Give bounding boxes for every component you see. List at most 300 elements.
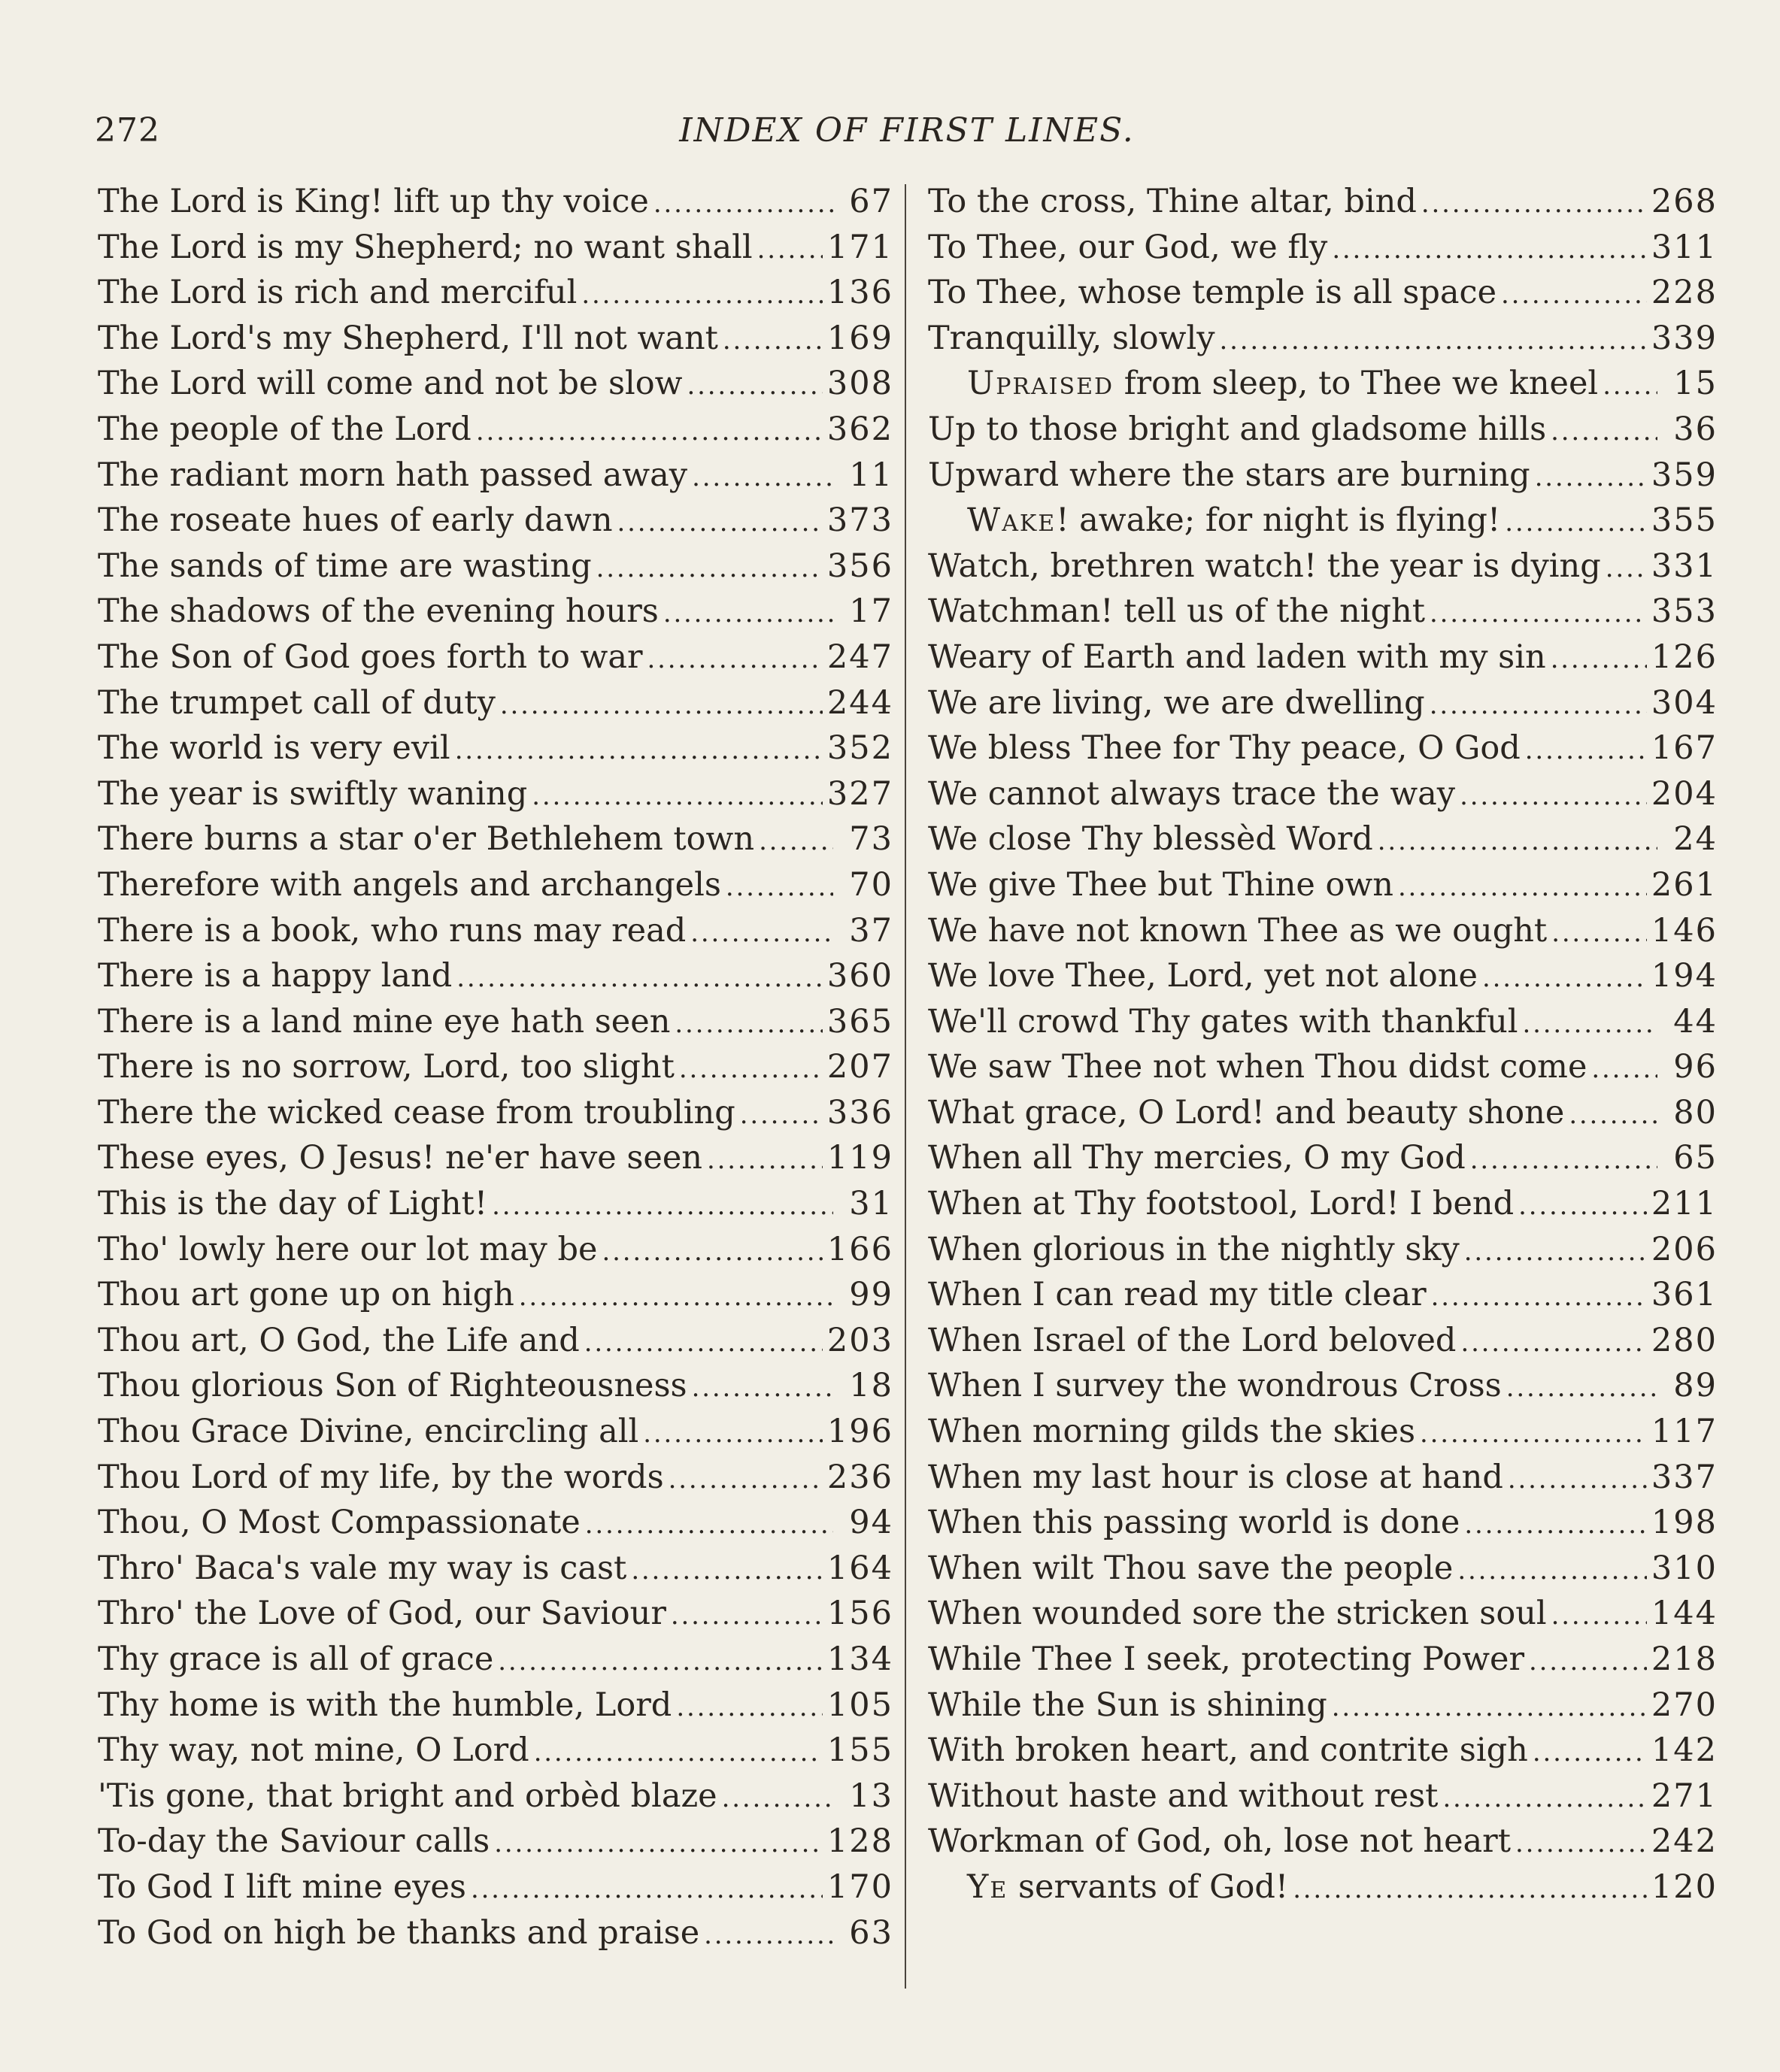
dot-leader [1506, 1365, 1657, 1411]
index-entry [928, 453, 1718, 498]
dot-leader [757, 227, 823, 273]
dot-leader [669, 1457, 823, 1503]
entry-page-number: 365 [826, 1002, 893, 1041]
index-entry [928, 999, 1718, 1045]
entry-first-line: When this passing world is done [928, 1504, 1460, 1542]
entry-page-number: 167 [1651, 729, 1718, 768]
index-entry [928, 1409, 1718, 1455]
page-header [95, 111, 1719, 156]
entry-first-line: We'll crowd Thy gates with thankful [928, 1002, 1518, 1041]
entry-first-line: Thou art, O God, the Life and [98, 1321, 580, 1359]
entry-page-number: 268 [1651, 183, 1718, 220]
entry-first-line: We give Thee but Thine own [928, 865, 1393, 904]
dot-leader [1421, 181, 1647, 227]
dot-leader [1501, 272, 1647, 318]
dot-leader [471, 1867, 823, 1913]
entry-first-line: We cannot always trace the way [928, 774, 1456, 813]
entry-page-number: 236 [826, 1458, 893, 1496]
dot-leader [455, 728, 823, 774]
index-entry [928, 270, 1718, 316]
dot-leader [534, 1730, 823, 1776]
dot-leader [1430, 683, 1647, 729]
entry-first-line: While the Sun is shining [928, 1686, 1327, 1724]
entry-first-line: To Thee, our God, we fly [928, 228, 1328, 266]
index-entry [98, 1227, 893, 1273]
dot-leader [1431, 1274, 1647, 1320]
entry-page-number: 308 [826, 365, 893, 403]
index-entry [98, 1819, 893, 1864]
index-entry [928, 1500, 1718, 1546]
entry-page-number: 144 [1651, 1595, 1718, 1633]
dot-leader [647, 637, 823, 683]
entry-page-number: 206 [1651, 1230, 1718, 1268]
dot-leader [631, 1548, 823, 1594]
dot-leader [1293, 1867, 1647, 1913]
dot-leader [1398, 865, 1647, 910]
index-entry [928, 589, 1718, 635]
entry-page-number: 96 [1673, 1048, 1718, 1086]
dot-leader [1442, 1776, 1646, 1822]
dot-leader [643, 1411, 823, 1457]
dot-leader [581, 272, 823, 318]
dot-leader [740, 1092, 823, 1138]
entry-first-line: Thy grace is all of grace [98, 1640, 494, 1678]
dot-leader [1525, 728, 1647, 774]
entry-first-line: Workman of God, oh, lose not heart [928, 1822, 1512, 1861]
entry-page-number: 218 [1651, 1640, 1718, 1678]
entry-page-number: 261 [1651, 865, 1718, 904]
entry-first-line: When morning gilds the skies [928, 1413, 1416, 1451]
entry-first-line: There is a book, who runs may read [98, 911, 687, 950]
index-entry [98, 1272, 893, 1318]
entry-page-number: 17 [849, 592, 893, 631]
entry-page-number: 271 [1651, 1777, 1718, 1815]
dot-leader [1551, 637, 1647, 683]
entry-first-line: With broken heart, and contrite sigh [928, 1731, 1528, 1770]
dot-leader [1591, 1047, 1657, 1092]
dot-leader [653, 181, 833, 227]
entry-page-number: 198 [1651, 1504, 1718, 1542]
dot-leader [456, 956, 823, 1001]
entry-first-line: There the wicked cease from troubling [98, 1093, 735, 1131]
entry-page-number: 89 [1673, 1367, 1718, 1405]
entry-page-number: 336 [826, 1093, 893, 1131]
dot-leader [1603, 363, 1657, 409]
dot-leader [1457, 1548, 1647, 1594]
index-entry [98, 1363, 893, 1409]
entry-first-line: The sands of time are wasting [98, 547, 592, 585]
dot-leader [726, 865, 833, 910]
dot-leader [1518, 1183, 1647, 1229]
entry-first-line: Thou art gone up on high [98, 1276, 514, 1314]
entry-page-number: 70 [849, 865, 893, 904]
dot-leader [1420, 1411, 1647, 1457]
entry-page-number: 244 [826, 683, 893, 722]
entry-page-number: 170 [826, 1868, 893, 1906]
entry-first-line: Without haste and without rest [928, 1777, 1439, 1815]
index-entry [98, 816, 893, 862]
dot-leader [1508, 1457, 1647, 1503]
index-entry [98, 270, 893, 316]
dot-leader [1460, 774, 1647, 819]
entry-page-number: 169 [826, 319, 893, 357]
index-entry [98, 1455, 893, 1501]
entry-first-line: To-day the Saviour calls [98, 1822, 490, 1861]
entry-first-line: Therefore with angels and archangels [98, 865, 721, 904]
entry-page-number: 44 [1673, 1002, 1718, 1041]
dot-leader [692, 455, 833, 501]
entry-page-number: 356 [826, 547, 893, 585]
entry-page-number: 353 [1651, 592, 1718, 631]
index-entry [928, 1135, 1718, 1181]
entry-first-line: The roseate hues of early dawn [98, 501, 613, 540]
entry-first-line: Upward where the stars are burning [928, 456, 1530, 494]
entry-page-number: 203 [826, 1321, 893, 1359]
entry-page-number: 352 [826, 729, 893, 768]
index-entry [928, 1683, 1718, 1728]
dot-leader [1378, 819, 1657, 865]
entry-first-line [928, 498, 1500, 544]
left-column [98, 179, 893, 1955]
index-entry [928, 1363, 1718, 1409]
entry-page-number: 337 [1651, 1458, 1718, 1496]
index-entry [98, 316, 893, 362]
dot-leader [532, 774, 823, 819]
entry-first-line: When glorious in the nightly sky [928, 1230, 1460, 1268]
entry-page-number: 360 [826, 957, 893, 995]
dot-leader [584, 1320, 823, 1366]
dot-leader [1515, 1821, 1647, 1867]
entry-page-number: 359 [1651, 456, 1718, 494]
entry-first-line: Tho' lowly here our lot may be [98, 1230, 598, 1268]
entry-lead-word: Upraised [967, 365, 1114, 403]
entry-first-line: The year is swiftly waning [98, 774, 528, 813]
entry-lead-word: Wake [967, 501, 1057, 540]
entry-page-number: 310 [1651, 1549, 1718, 1587]
index-entry [98, 1181, 893, 1227]
index-entry [928, 1728, 1718, 1774]
entry-first-line: Thro' the Love of God, our Saviour [98, 1595, 666, 1633]
entry-first-line: Weary of Earth and laden with my sin [928, 638, 1546, 676]
dot-leader [585, 1502, 833, 1548]
entry-page-number: 327 [826, 774, 893, 813]
entry-first-line [928, 1864, 1288, 1910]
entry-first-line: This is the day of Light! [98, 1185, 488, 1223]
index-entry [928, 1591, 1718, 1637]
dot-leader [704, 1913, 833, 1958]
entry-first-line: Thy home is with the humble, Lord [98, 1686, 672, 1724]
entry-page-number: 311 [1651, 228, 1718, 266]
entry-rest: ! awake; for night is flying! [1056, 501, 1501, 540]
index-entry [98, 862, 893, 908]
index-entry [928, 862, 1718, 908]
dot-leader [1551, 910, 1647, 956]
entry-page-number: 105 [826, 1686, 893, 1724]
entry-page-number: 373 [826, 501, 893, 540]
dot-leader [1332, 1685, 1647, 1731]
entry-first-line: When Israel of the Lord beloved [928, 1321, 1457, 1359]
entry-page-number: 18 [849, 1367, 893, 1405]
entry-first-line: The Lord's my Shepherd, I'll not want [98, 319, 718, 357]
index-entry [928, 726, 1718, 771]
entry-first-line: When my last hour is close at hand [928, 1458, 1503, 1496]
dot-leader [602, 1229, 822, 1275]
entry-page-number: 13 [849, 1777, 893, 1815]
entry-first-line: When wilt Thou save the people [928, 1549, 1454, 1587]
entry-first-line: Watch, brethren watch! the year is dying [928, 547, 1601, 585]
index-entry [98, 1044, 893, 1090]
entry-page-number: 15 [1673, 365, 1718, 403]
index-entry [928, 179, 1718, 225]
dot-leader [692, 1365, 833, 1411]
dot-leader [671, 1593, 823, 1639]
entry-first-line: The Lord is King! lift up thy voice [98, 183, 649, 220]
entry-lead-word: Ye [967, 1868, 1008, 1906]
entry-page-number: 80 [1673, 1093, 1718, 1131]
entry-first-line: There is no sorrow, Lord, too slight [98, 1048, 675, 1086]
index-entry [928, 908, 1718, 954]
entry-first-line: There burns a star o'er Bethlehem town [98, 820, 755, 859]
entry-page-number: 270 [1651, 1686, 1718, 1724]
dot-leader [617, 500, 823, 546]
entry-page-number: 120 [1651, 1868, 1718, 1906]
entry-page-number: 355 [1651, 501, 1718, 540]
index-entry [928, 771, 1718, 817]
index-entry [98, 225, 893, 271]
entry-page-number: 196 [826, 1413, 893, 1451]
dot-leader [476, 409, 823, 455]
entry-page-number: 280 [1651, 1321, 1718, 1359]
entry-first-line: While Thee I seek, protecting Power [928, 1640, 1525, 1678]
entry-first-line: The Son of God goes forth to war [98, 638, 643, 676]
entry-page-number: 73 [849, 820, 893, 859]
index-entry [928, 1227, 1718, 1273]
dot-leader [1332, 227, 1647, 273]
dot-leader [723, 318, 823, 364]
entry-page-number: 136 [826, 274, 893, 312]
entry-first-line: When I survey the wondrous Cross [928, 1367, 1502, 1405]
entry-page-number: 134 [826, 1640, 893, 1678]
entry-page-number: 331 [1651, 547, 1718, 585]
entry-page-number: 126 [1651, 638, 1718, 676]
index-entry [928, 1318, 1718, 1364]
entry-first-line: Thou glorious Son of Righteousness [98, 1367, 687, 1405]
entry-page-number: 228 [1651, 274, 1718, 312]
index-entry [98, 1728, 893, 1774]
entry-first-line: Thy way, not mine, O Lord [98, 1731, 529, 1770]
index-entry [928, 680, 1718, 726]
entry-first-line: When at Thy footstool, Lord! I bend [928, 1185, 1515, 1223]
entry-first-line: To the cross, Thine altar, bind [928, 183, 1417, 220]
entry-page-number: 304 [1651, 683, 1718, 722]
entry-first-line: Thro' Baca's vale my way is cast [98, 1549, 627, 1587]
entry-first-line: The world is very evil [98, 729, 450, 768]
index-entry [98, 726, 893, 771]
index-entry [98, 1546, 893, 1592]
dot-leader [1464, 1502, 1647, 1548]
entry-first-line [928, 361, 1598, 407]
dot-leader [676, 1685, 823, 1731]
dot-leader [1482, 956, 1647, 1001]
index-entry [98, 1910, 893, 1956]
index-entry [928, 1272, 1718, 1318]
index-entry [98, 544, 893, 589]
dot-leader [492, 1183, 833, 1229]
index-entry [928, 544, 1718, 589]
entry-first-line: The Lord is my Shepherd; no want shall [98, 228, 753, 266]
index-entry [98, 953, 893, 999]
entry-first-line: To God on high be thanks and praise [98, 1913, 700, 1952]
entry-first-line: Watchman! tell us of the night [928, 592, 1426, 631]
entry-page-number: 339 [1651, 319, 1718, 357]
entry-first-line: We saw Thee not when Thou didst come [928, 1048, 1587, 1086]
entry-first-line: The trumpet call of duty [98, 683, 496, 722]
entry-first-line: When wounded sore the stricken soul [928, 1595, 1547, 1633]
entry-page-number: 36 [1673, 410, 1718, 448]
dot-leader [596, 546, 823, 592]
dot-leader [707, 1137, 823, 1183]
page-number: 272 [95, 111, 160, 150]
index-entry [98, 179, 893, 225]
dot-leader [1460, 1320, 1646, 1366]
entry-first-line: We bless Thee for Thy peace, O God [928, 729, 1521, 768]
index-entry [928, 1864, 1718, 1910]
dot-leader [1470, 1137, 1657, 1183]
index-entry [928, 316, 1718, 362]
entry-first-line: Up to those bright and gladsome hills [928, 410, 1547, 448]
entry-first-line: We have not known Thee as we ought [928, 911, 1548, 950]
entry-page-number: 128 [826, 1822, 893, 1861]
entry-page-number: 142 [1651, 1731, 1718, 1770]
dot-leader [519, 1274, 833, 1320]
dot-leader [722, 1776, 833, 1822]
dot-leader [1569, 1092, 1657, 1138]
entry-first-line: The shadows of the evening hours [98, 592, 659, 631]
dot-leader [679, 1047, 823, 1092]
entry-first-line: The people of the Lord [98, 410, 472, 448]
index-entry [98, 498, 893, 544]
entry-page-number: 155 [826, 1731, 893, 1770]
dot-leader [1535, 455, 1647, 501]
entry-first-line: Thou, O Most Compassionate [98, 1504, 581, 1542]
dot-leader [675, 1001, 823, 1047]
entry-page-number: 242 [1651, 1822, 1718, 1861]
entry-page-number: 31 [849, 1185, 893, 1223]
entry-rest: servants of God! [1008, 1868, 1289, 1906]
entry-first-line: What grace, O Lord! and beauty shone [928, 1093, 1565, 1131]
index-entry [928, 635, 1718, 680]
entry-first-line: To Thee, whose temple is all space [928, 274, 1497, 312]
column-divider [905, 184, 906, 1989]
index-entry [928, 953, 1718, 999]
entry-page-number: 67 [849, 183, 893, 220]
entry-page-number: 146 [1651, 911, 1718, 950]
dot-leader [498, 1639, 823, 1685]
right-column [928, 179, 1718, 1910]
dot-leader [1529, 1639, 1647, 1685]
entry-page-number: 207 [826, 1048, 893, 1086]
entry-page-number: 194 [1651, 957, 1718, 995]
index-entry [928, 1181, 1718, 1227]
entry-page-number: 171 [826, 228, 893, 266]
entry-page-number: 362 [826, 410, 893, 448]
index-entry [98, 1318, 893, 1364]
index-entry [98, 999, 893, 1045]
index-entry [928, 225, 1718, 271]
index-entry [928, 1774, 1718, 1819]
dot-leader [663, 591, 833, 637]
entry-rest: from sleep, to Thee we kneel [1114, 365, 1599, 403]
dot-leader [687, 363, 823, 409]
entry-page-number: 37 [849, 911, 893, 950]
index-entry [98, 1864, 893, 1910]
entry-page-number: 156 [826, 1595, 893, 1633]
entry-page-number: 63 [849, 1913, 893, 1952]
entry-page-number: 166 [826, 1230, 893, 1268]
entry-first-line: The Lord will come and not be slow [98, 365, 683, 403]
dot-leader [1464, 1229, 1647, 1275]
index-entry [98, 908, 893, 954]
dot-leader [494, 1821, 823, 1867]
entry-first-line: We close Thy blessèd Word [928, 820, 1373, 859]
entry-first-line: When all Thy mercies, O my God [928, 1139, 1466, 1177]
entry-first-line: Tranquilly, slowly [928, 319, 1215, 357]
index-entry [98, 453, 893, 498]
index-entry [928, 1819, 1718, 1864]
index-entry [928, 1637, 1718, 1683]
dot-leader [1523, 1001, 1657, 1047]
running-head: INDEX OF FIRST LINES. [679, 111, 1135, 150]
entry-page-number: 24 [1673, 820, 1718, 859]
index-entry [98, 1135, 893, 1181]
index-entry [98, 589, 893, 635]
index-entry [98, 1500, 893, 1546]
index-entry [98, 1683, 893, 1728]
dot-leader [1551, 409, 1657, 455]
entry-first-line: There is a happy land [98, 957, 453, 995]
index-entry [98, 361, 893, 407]
index-entry [928, 1546, 1718, 1592]
entry-page-number: 117 [1651, 1413, 1718, 1451]
entry-first-line: These eyes, O Jesus! ne'er have seen [98, 1139, 703, 1177]
index-entry [98, 1409, 893, 1455]
dot-leader [1533, 1730, 1647, 1776]
index-entry [98, 680, 893, 726]
entry-page-number: 361 [1651, 1276, 1718, 1314]
index-entry [928, 1044, 1718, 1090]
index-entry [928, 1090, 1718, 1136]
entry-first-line: There is a land mine eye hath seen [98, 1002, 671, 1041]
dot-leader [1551, 1593, 1647, 1639]
entry-first-line: We love Thee, Lord, yet not alone [928, 957, 1478, 995]
entry-first-line: Thou Lord of my life, by the words [98, 1458, 664, 1496]
index-entry [928, 407, 1718, 453]
index-entry [98, 1637, 893, 1683]
entry-page-number: 94 [849, 1504, 893, 1542]
index-entry [928, 361, 1718, 407]
entry-first-line: 'Tis gone, that bright and orbèd blaze [98, 1777, 717, 1815]
entry-page-number: 119 [826, 1139, 893, 1177]
index-entry [98, 771, 893, 817]
entry-first-line: The Lord is rich and merciful [98, 274, 578, 312]
dot-leader [500, 683, 823, 729]
entry-first-line: Thou Grace Divine, encircling all [98, 1413, 639, 1451]
index-entry [98, 407, 893, 453]
index-entry [98, 1774, 893, 1819]
dot-leader [1430, 591, 1647, 637]
entry-page-number: 65 [1673, 1139, 1718, 1177]
entry-page-number: 164 [826, 1549, 893, 1587]
